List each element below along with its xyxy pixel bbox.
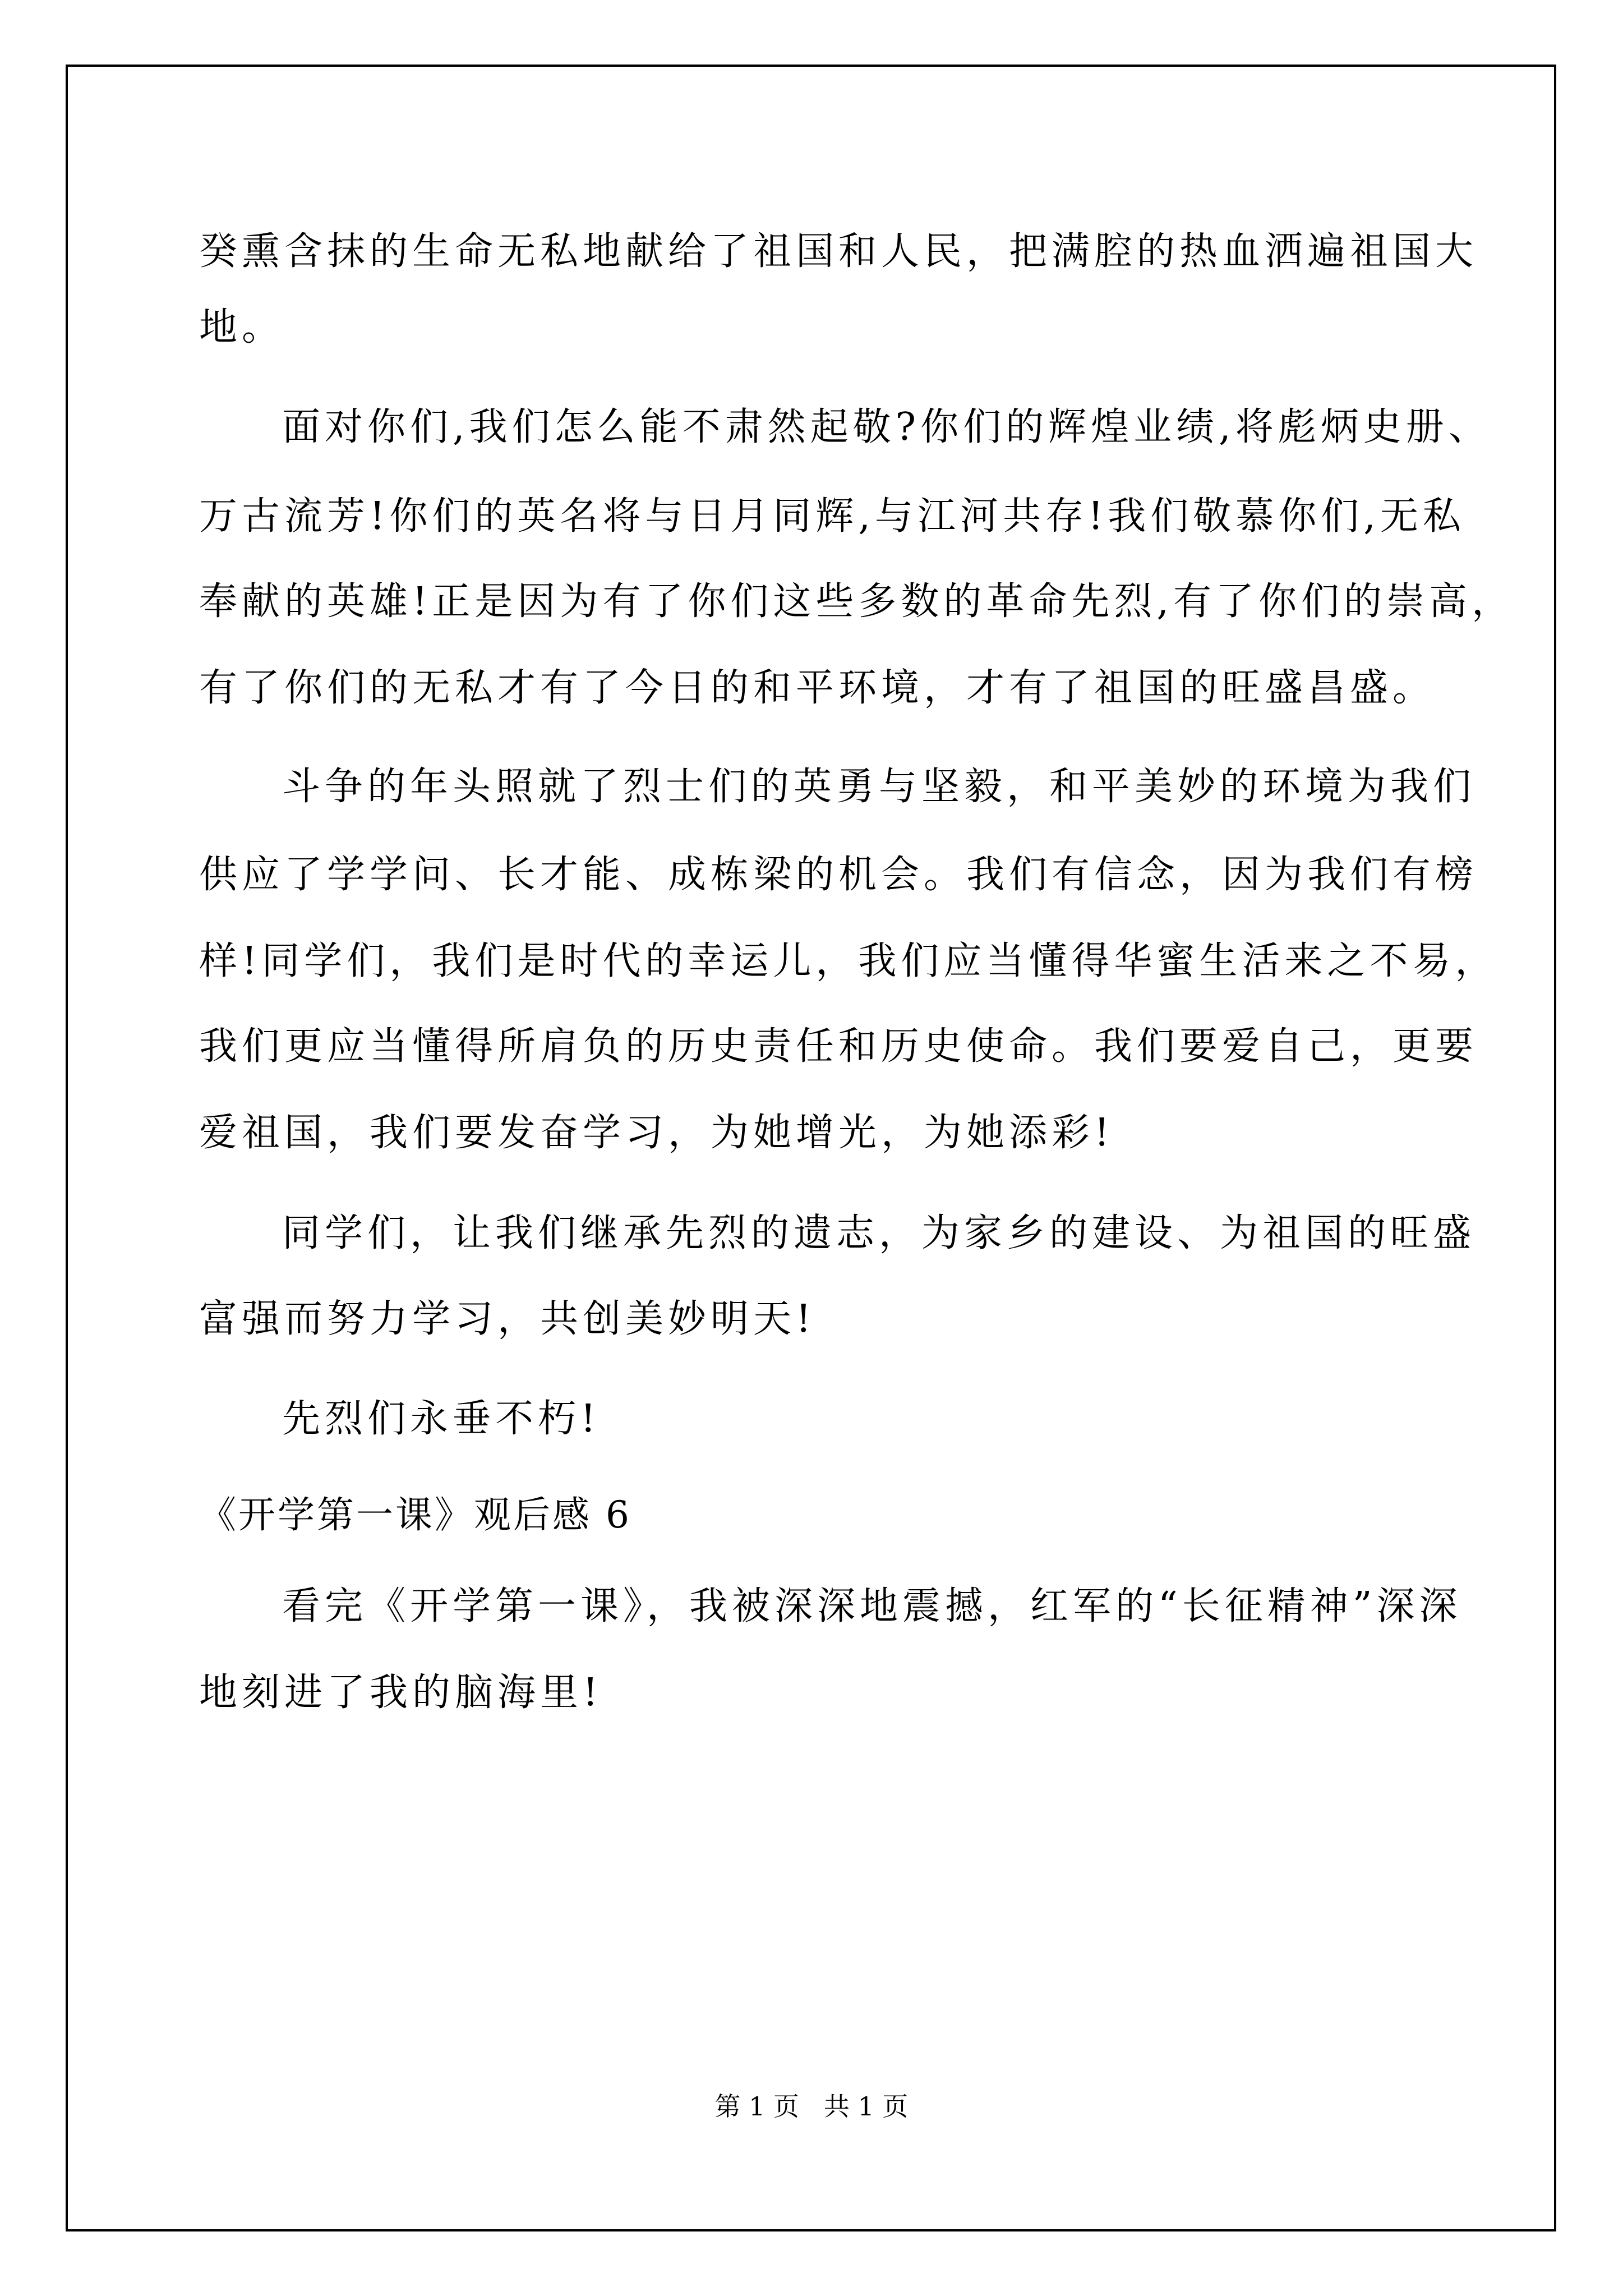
section-heading: 《开学第一课》观后感 6 — [199, 1493, 631, 1536]
paragraph-line: 万古流芳!你们的英名将与日月同辉,与江河共存!我们敬慕你们,无私 — [199, 494, 1465, 539]
page-footer: 第 1 页 共 1 页 — [714, 2091, 909, 2122]
paragraph-line: 爱祖国，我们要发奋学习，为她增光，为她添彩! — [199, 1111, 1114, 1155]
paragraph-line: 样!同学们，我们是时代的幸运儿，我们应当懂得华蜜生活来之不易， — [199, 939, 1498, 983]
paragraph-line: 癸熏含抹的生命无私地献给了祖国和人民，把满腔的热血洒遍祖国大 — [199, 229, 1478, 274]
paragraph-line: 有了你们的无私才有了今日的和平环境，才有了祖国的旺盛昌盛。 — [199, 666, 1436, 710]
paragraph-line: 同学们，让我们继承先烈的遗志，为家乡的建设、为祖国的旺盛 — [282, 1211, 1476, 1255]
paragraph-line: 供应了学学问、长才能、成栋梁的机会。我们有信念，因为我们有榜 — [199, 853, 1478, 897]
paragraph-line: 看完《开学第一课》，我被深深地震撼，红军的“长征精神”深深 — [282, 1584, 1462, 1628]
paragraph-line: 我们更应当懂得所肩负的历史责任和历史使命。我们要爱自己，更要 — [199, 1024, 1478, 1069]
paragraph-line: 地刻进了我的脑海里! — [199, 1671, 603, 1715]
paragraph-line: 地。 — [199, 305, 285, 349]
paragraph-line: 斗争的年头照就了烈士们的英勇与坚毅，和平美妙的环境为我们 — [282, 765, 1476, 809]
paragraph-line: 富强而努力学习，共创美妙明天! — [199, 1297, 816, 1341]
paragraph-line: 面对你们,我们怎么能不肃然起敬?你们的辉煌业绩,将彪炳史册、 — [282, 405, 1491, 449]
paragraph-line: 奉献的英雄!正是因为有了你们这些多数的革命先烈,有了你们的崇高， — [199, 579, 1514, 624]
paragraph-line: 先烈们永垂不朽! — [282, 1397, 601, 1441]
